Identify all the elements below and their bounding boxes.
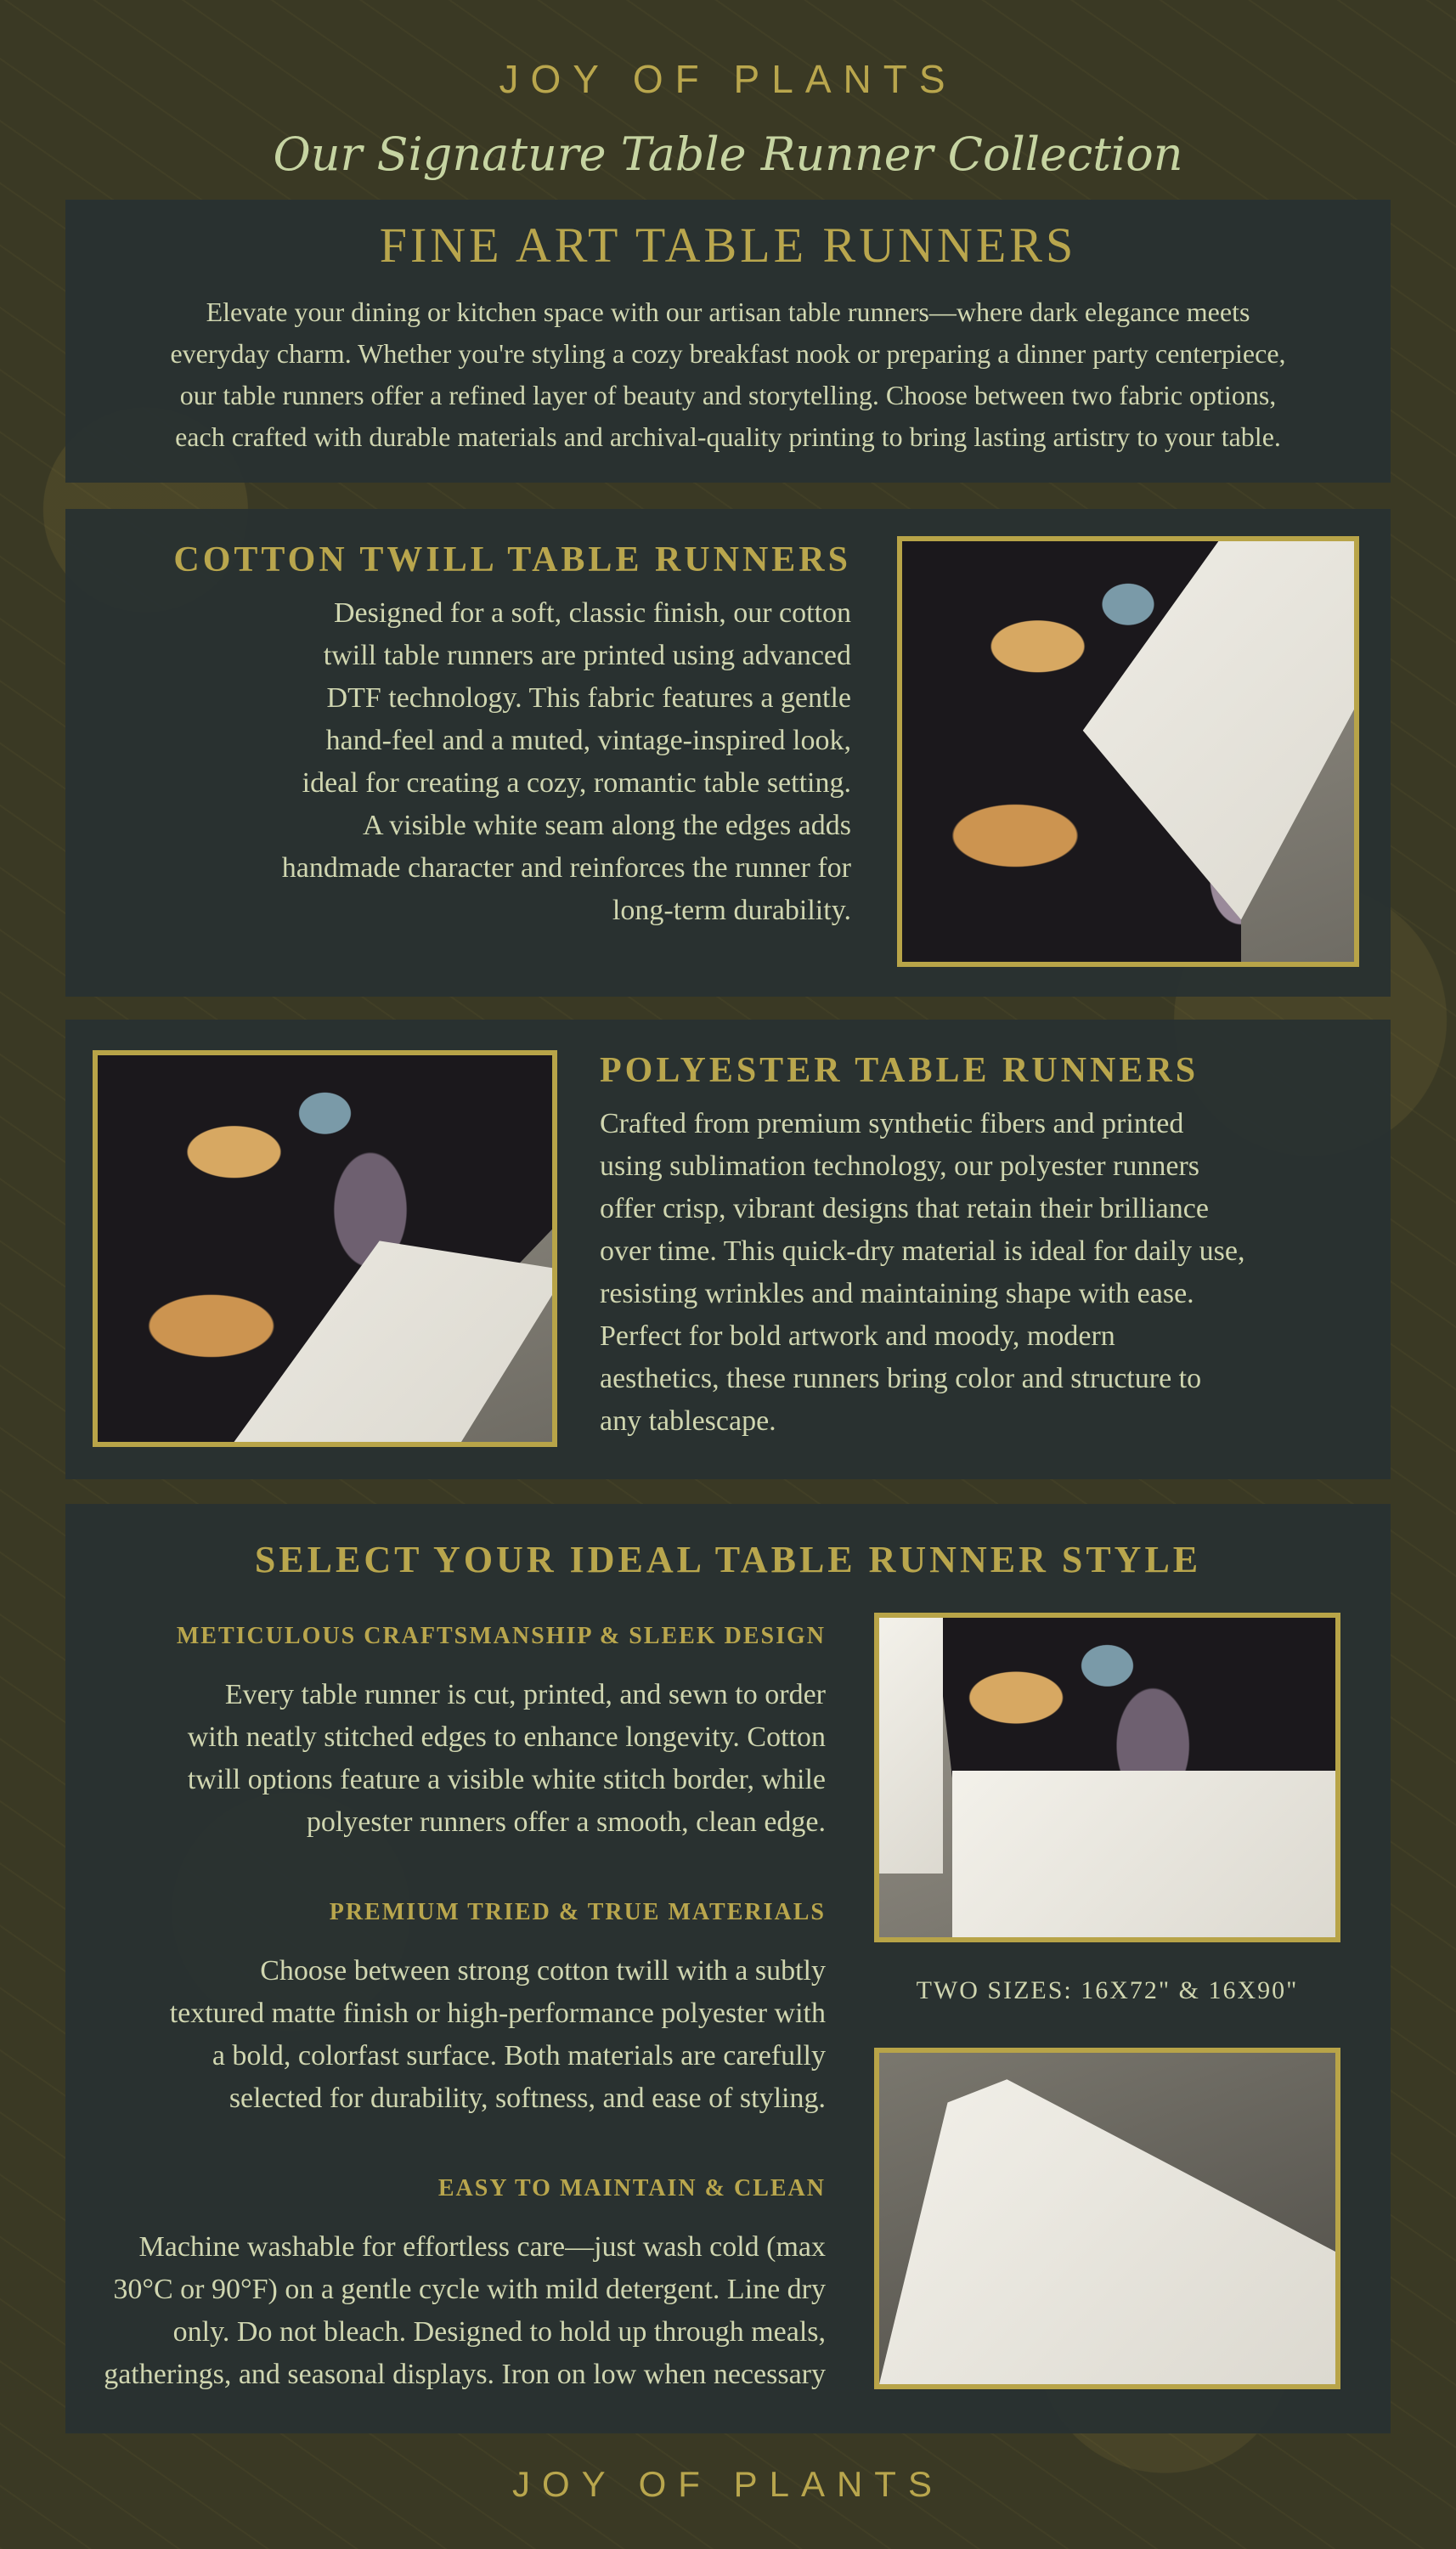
text-line: textured matte finish or high-performance polyester with xyxy=(169,1998,826,2029)
text-line: each crafted with durable materials and archival-quality printing to bring lasting artistry to your table. xyxy=(175,421,1281,452)
text-line: ideal for creating a cozy, romantic table setting. xyxy=(302,767,851,799)
text-line: aesthetics, these runners bring color and structure to xyxy=(600,1363,1202,1394)
feature-text xyxy=(91,1674,826,1844)
text-line: gatherings, and seasonal displays. Iron on low when necessary xyxy=(104,2359,826,2390)
feature-title: PREMIUM TRIED & TRUE MATERIALS xyxy=(329,1899,826,1925)
text-line: over time. This quick-dry material is ideal for daily use, xyxy=(600,1235,1245,1267)
text-line: twill options feature a visible white stitch border, while xyxy=(187,1764,826,1795)
intro-title: FINE ART TABLE RUNNERS xyxy=(379,218,1077,273)
polyester-runner-photo xyxy=(93,1050,557,1447)
text-line: DTF technology. This fabric features a gentle xyxy=(326,682,851,714)
polyester-title: POLYESTER TABLE RUNNERS xyxy=(600,1051,1199,1090)
text-line: Crafted from premium synthetic fibers and printed xyxy=(600,1108,1184,1139)
feature-text xyxy=(91,2226,826,2396)
text-line: hand-feel and a muted, vintage-inspired look, xyxy=(325,725,851,756)
text-line: Elevate your dining or kitchen space with our artisan table runners—where dark elegance meets xyxy=(206,297,1250,327)
text-line: Machine washable for effortless care—just wash cold (max xyxy=(138,2231,826,2263)
brand-title: JOY OF PLANTS xyxy=(499,57,957,101)
cotton-runner-photo xyxy=(897,536,1359,967)
text-line: polyester runners offer a smooth, clean edge. xyxy=(306,1806,826,1838)
runner-corner-photo xyxy=(874,2048,1340,2389)
text-line: our table runners offer a refined layer of beauty and storytelling. Choose between two fabric options, xyxy=(179,380,1277,410)
cotton-text xyxy=(99,592,851,932)
text-line: selected for durability, softness, and ease of styling. xyxy=(229,2083,826,2114)
select-style-panel xyxy=(65,1504,1391,2433)
sizes-caption: TWO SIZES: 16X72" & 16X90" xyxy=(916,1976,1299,2004)
text-line: resisting wrinkles and maintaining shape with ease. xyxy=(600,1278,1194,1309)
cotton-title: COTTON TWILL TABLE RUNNERS xyxy=(173,540,851,579)
runner-edges-photo xyxy=(874,1613,1340,1942)
intro-text xyxy=(65,291,1391,458)
collection-subtitle: Our Signature Table Runner Collection xyxy=(273,127,1183,181)
text-line: everyday charm. Whether you're styling a cozy breakfast nook or preparing a dinner party centerpiece, xyxy=(170,338,1286,369)
text-line: handmade character and reinforces the runner for xyxy=(281,852,851,884)
cotton-panel xyxy=(65,509,1391,997)
text-line: only. Do not bleach. Designed to hold up through meals, xyxy=(172,2316,826,2348)
feature-text xyxy=(91,1950,826,2120)
text-line: Every table runner is cut, printed, and sewn to order xyxy=(224,1679,826,1710)
text-line: with neatly stitched edges to enhance longevity. Cotton xyxy=(187,1721,826,1753)
text-line: a bold, colorfast surface. Both materials are carefully xyxy=(212,2040,826,2071)
polyester-text xyxy=(600,1103,1347,1443)
feature-title: METICULOUS CRAFTSMANSHIP & SLEEK DESIGN xyxy=(176,1623,826,1649)
text-line: Choose between strong cotton twill with a subtly xyxy=(260,1955,826,1987)
text-line: twill table runners are printed using advanced xyxy=(323,640,851,671)
polyester-panel xyxy=(65,1020,1391,1479)
select-title: SELECT YOUR IDEAL TABLE RUNNER STYLE xyxy=(254,1539,1202,1580)
text-line: A visible white seam along the edges adds xyxy=(362,810,851,841)
text-line: any tablescape. xyxy=(600,1405,776,1437)
text-line: Designed for a soft, classic finish, our cotton xyxy=(333,597,851,629)
text-line: offer crisp, vibrant designs that retain their brilliance xyxy=(600,1193,1209,1224)
intro-panel xyxy=(65,200,1391,483)
text-line: Perfect for bold artwork and moody, modern xyxy=(600,1320,1115,1352)
footer-brand: JOY OF PLANTS xyxy=(512,2464,944,2504)
text-line: using sublimation technology, our polyester runners xyxy=(600,1150,1200,1182)
text-line: 30°C or 90°F) on a gentle cycle with mild detergent. Line dry xyxy=(113,2274,826,2305)
text-line: long-term durability. xyxy=(612,895,851,926)
feature-title: EASY TO MAINTAIN & CLEAN xyxy=(437,2175,826,2201)
